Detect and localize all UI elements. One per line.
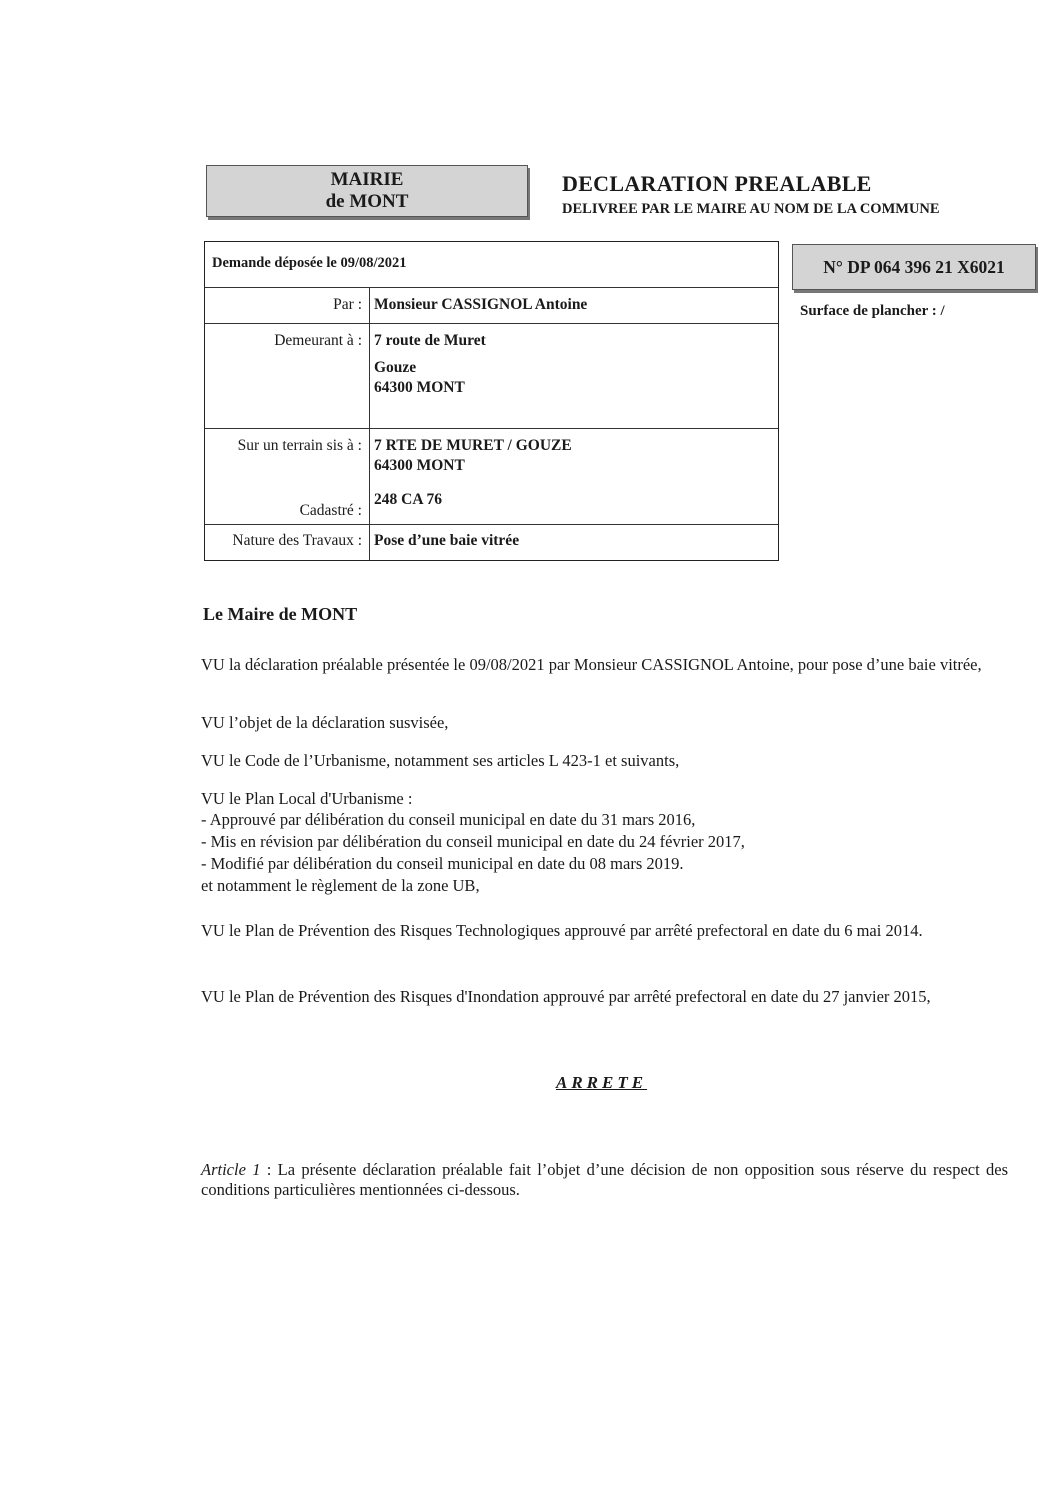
row-nature <box>205 524 778 560</box>
document-subtitle: DELIVREE PAR LE MAIRE AU NOM DE LA COMMUNE <box>562 201 940 217</box>
row-terrain <box>205 428 778 525</box>
vu-ppri: VU le Plan de Prévention des Risques d'Inondation approuvé par arrêté prefectoral en date du 27 janvier 2015, <box>201 987 931 1006</box>
plu-item-2: - Mis en révision par délibération du conseil municipal en date du 24 février 2017, <box>201 832 745 851</box>
row-demeurant <box>205 323 778 429</box>
nature-label: Nature des Travaux : <box>232 532 362 549</box>
mairie-line2: de MONT <box>325 191 409 212</box>
par-label: Par : <box>333 296 362 313</box>
mairie-line1: MAIRIE <box>330 169 404 190</box>
arrete-heading: ARRETE <box>556 1073 648 1092</box>
nature-value: Pose d’une baie vitrée <box>374 532 520 549</box>
terrain-line2: 64300 MONT <box>374 457 465 474</box>
demeurant-line2: Gouze <box>374 359 417 376</box>
plu-item-1: - Approuvé par délibération du conseil municipal en date du 31 mars 2016, <box>201 810 696 829</box>
par-value: Monsieur CASSIGNOL Antoine <box>374 296 588 313</box>
request-info-table <box>204 241 779 561</box>
article-1 <box>201 1160 1008 1199</box>
demeurant-line3: 64300 MONT <box>374 379 465 396</box>
plu-item-4: et notamment le règlement de la zone UB, <box>201 876 480 895</box>
row-par <box>205 287 778 324</box>
article-1-label: Article 1 <box>201 1160 261 1179</box>
article-1-text: : La présente déclaration préalable fait l’objet d’une décision de non opposition sous réserve du respect des conditions particulières mentionnées ci-dessous. <box>201 1160 1008 1199</box>
plu-item-3: - Modifié par délibération du conseil municipal en date du 08 mars 2019. <box>201 854 684 873</box>
row-demande <box>205 242 778 288</box>
vu-objet: VU l’objet de la déclaration susvisée, <box>201 713 449 732</box>
terrain-label: Sur un terrain sis à : <box>237 437 362 454</box>
surface-plancher: Surface de plancher : / <box>800 303 945 319</box>
demande-date: Demande déposée le 09/08/2021 <box>212 255 407 271</box>
cadastre-value: 248 CA 76 <box>374 491 443 508</box>
demeurant-label: Demeurant à : <box>274 332 362 349</box>
terrain-line1: 7 RTE DE MURET / GOUZE <box>374 437 572 454</box>
maire-title: Le Maire de MONT <box>203 604 358 624</box>
vu-pprt: VU le Plan de Prévention des Risques Technologiques approuvé par arrêté prefectoral en date du 6 mai 2014. <box>201 921 923 940</box>
document-title: DECLARATION PREALABLE <box>562 171 872 196</box>
vu-plu-intro: VU le Plan Local d'Urbanisme : <box>201 789 413 808</box>
demeurant-line1: 7 route de Muret <box>374 332 486 349</box>
vu-declaration: VU la déclaration préalable présentée le 09/08/2021 par Monsieur CASSIGNOL Antoine, pour pose d’une baie vitrée, <box>201 655 982 674</box>
mairie-box <box>206 165 528 217</box>
vu-code-urbanisme: VU le Code de l’Urbanisme, notamment ses articles L 423-1 et suivants, <box>201 751 680 770</box>
cadastre-label: Cadastré : <box>299 502 362 519</box>
dp-number-box: N° DP 064 396 21 X6021 <box>792 244 1036 290</box>
